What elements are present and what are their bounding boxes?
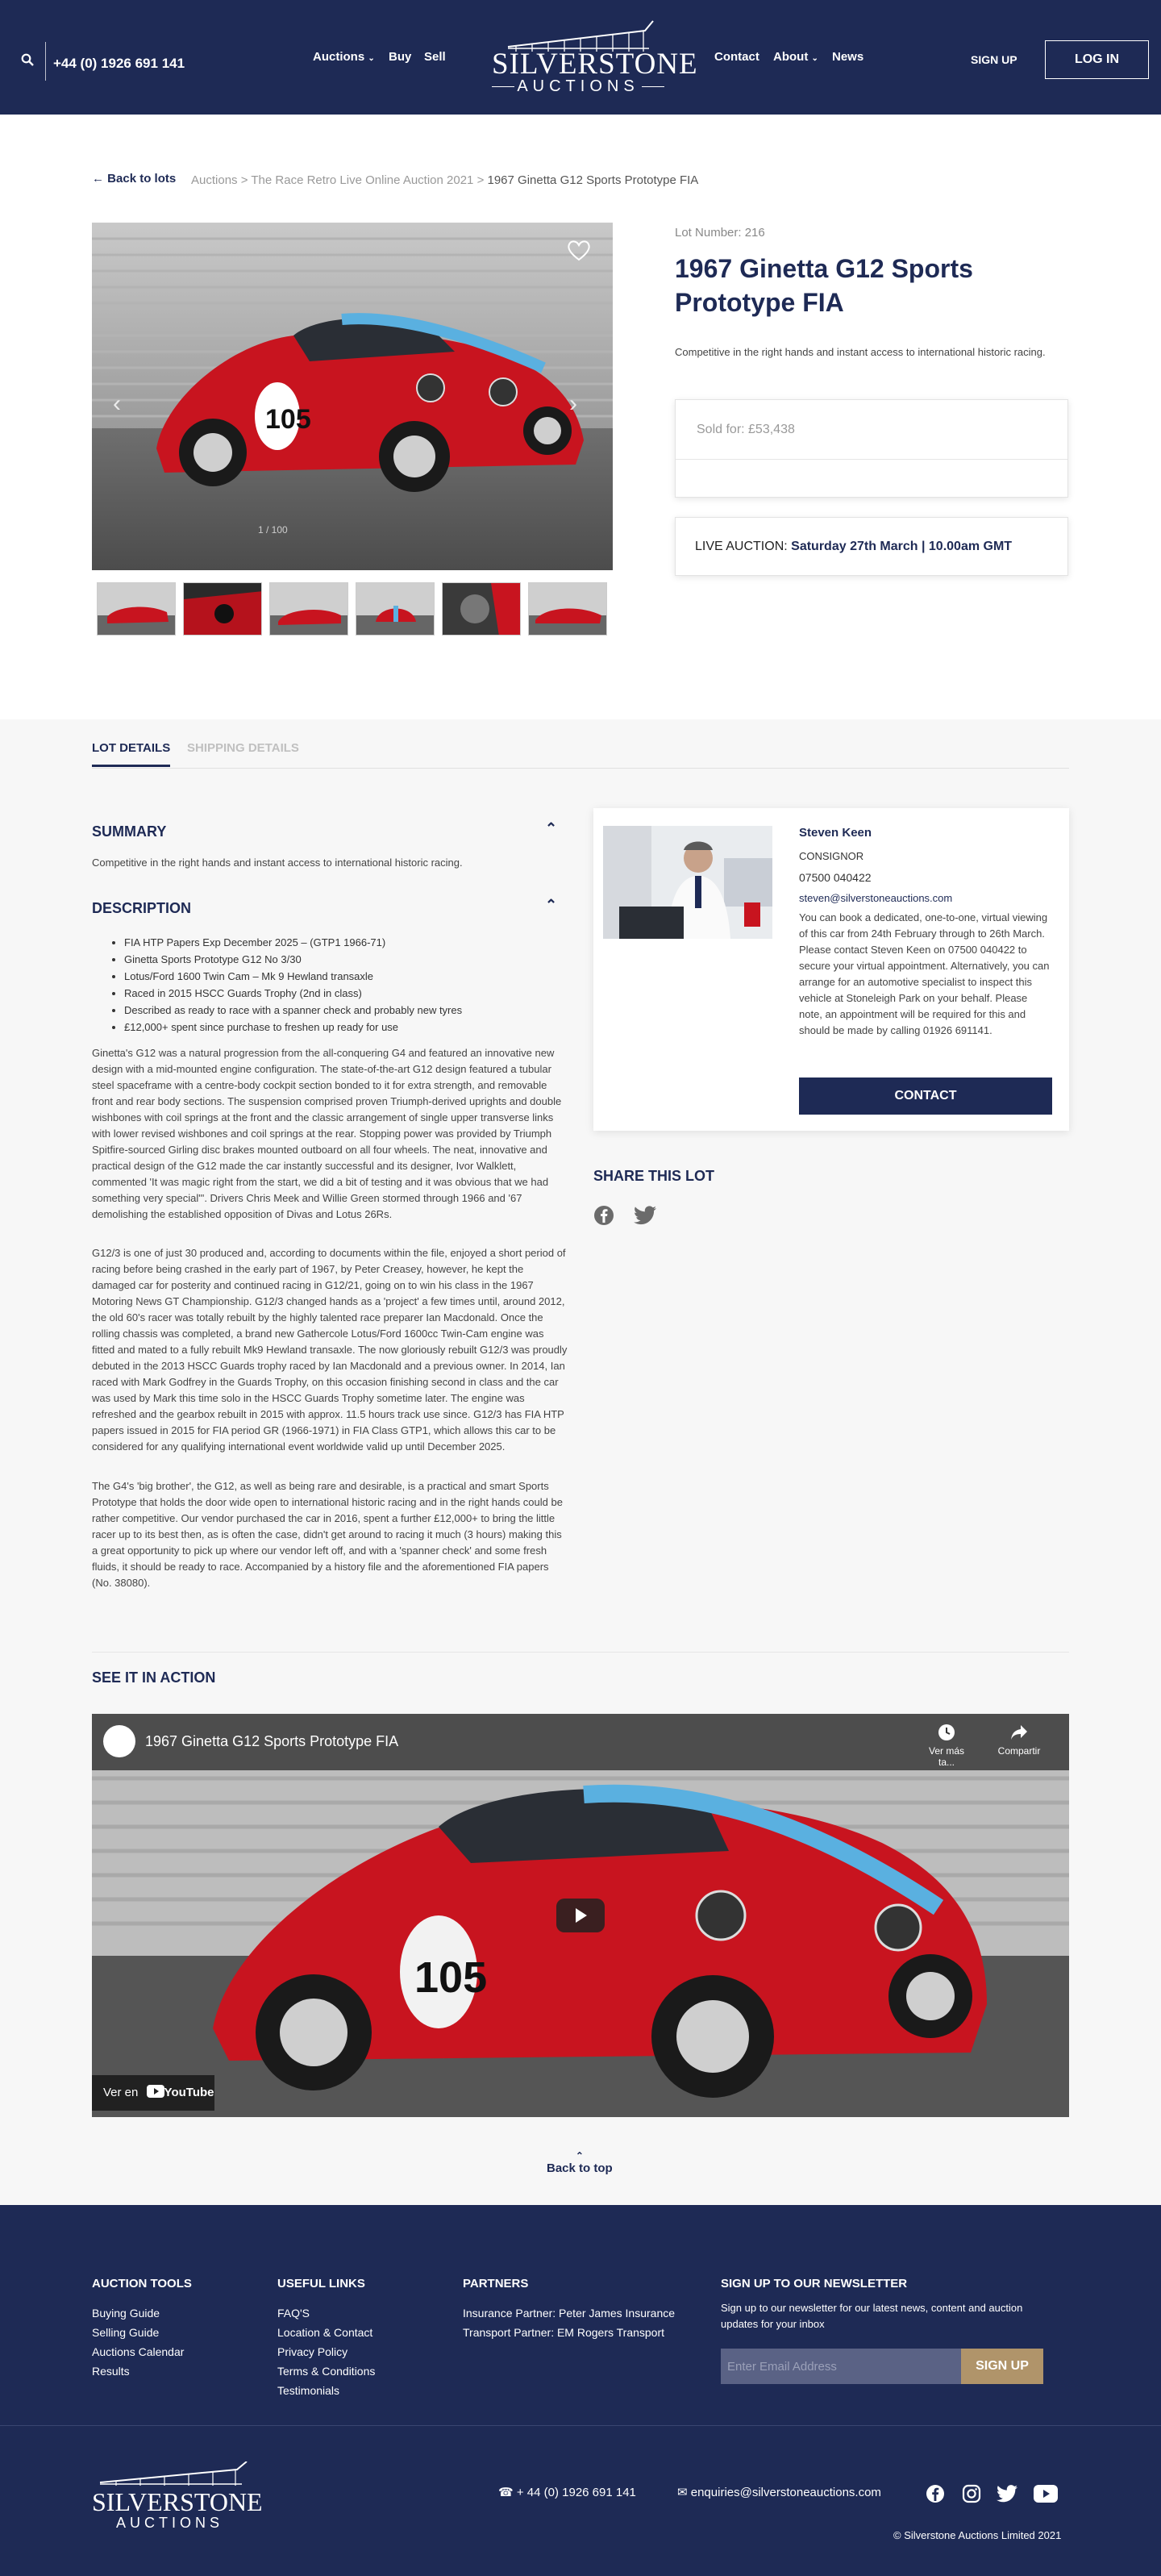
summary-text: Competitive in the right hands and instant access to international historic racing. xyxy=(92,857,463,869)
footer-email[interactable]: ✉ enquiries@silverstoneauctions.com xyxy=(677,2486,881,2499)
video-share-button[interactable] xyxy=(995,1724,1043,1757)
live-auction-date: Saturday 27th March | 10.00am GMT xyxy=(791,540,1013,553)
newsletter-email-input[interactable] xyxy=(721,2349,961,2384)
footer-auction-tools-heading: AUCTION TOOLS xyxy=(92,2277,192,2290)
description-paragraph: G12/3 is one of just 30 produced and, according to documents within the file, enjoyed a short period of racing before being crashed in the early part of 1967, by Peter Creasey, however, he kept the damaged car for posterity and continued racing in G12/21, going on to win his class in the 1967 Motoring News GT Championship. G12/3 changed hands as a 'project' a few times until, around 2012, the old 60's racer was totally rebuilt by the highly talented race preparer Ian Macdonald. Once the rolling chassis was completed, a brand new Gathercole Lotus/Ford 1600cc Twin-Cam engine was fitted and mated to a fully rebuilt Mk9 Hewland transaxle. The now gloriously rebuilt G12/3 was proudly debuted in the 2013 HSCC Guards trophy raced by Ian Macdonald and a previous owner. In 2014, Ian raced with Mark Godfrey in the Guards Trophy, on this occasion finishing second in class and the car was used by Mark this time solo in the HSCC Guards Trophy sometime later. The engine was refreshed and the gearbox rebuilt in 2015 with approx. 11.5 hours track use since. G12/3 has FIA HTP papers issued in 2015 for FIA period GR (1966-1971) in FIA Class GTP1, which allows this car to be considered for any qualifying international event worldwide valid up until December 2025. xyxy=(92,1247,568,1453)
newsletter-text: Sign up to our newsletter for our latest news, content and auction updates for your inbox xyxy=(721,2302,1023,2330)
logo-subtitle: AUCTIONS xyxy=(517,77,639,95)
envelope-icon: ✉ xyxy=(677,2486,688,2499)
thumbnail[interactable] xyxy=(183,582,262,636)
summary-heading[interactable]: SUMMARY xyxy=(92,823,167,840)
youtube-icon[interactable] xyxy=(1034,2485,1058,2503)
copyright: © Silverstone Auctions Limited 2021 xyxy=(893,2529,1062,2541)
watch-later-label: Ver más ta... xyxy=(928,1745,964,1768)
footer-link[interactable]: Testimonials xyxy=(277,2384,340,2397)
tab-divider xyxy=(92,768,1069,769)
footer-newsletter-heading: SIGN UP TO OUR NEWSLETTER xyxy=(721,2277,908,2290)
login-button[interactable]: LOG IN xyxy=(1045,40,1149,79)
section-divider xyxy=(92,1652,1069,1653)
chevron-left-icon[interactable]: ‹ xyxy=(113,390,121,417)
consignor-photo xyxy=(603,826,772,939)
sold-price-box xyxy=(675,399,1068,498)
list-item: • FIA HTP Papers Exp December 2025 – (GTP1 1966-71) xyxy=(124,934,462,951)
share-arrow-icon xyxy=(1009,1724,1029,1741)
svg-text:105: 105 xyxy=(265,404,311,435)
breadcrumb xyxy=(191,173,698,187)
chevron-up-icon: ⌃ xyxy=(575,2150,584,2161)
nav-news[interactable]: News xyxy=(832,50,864,64)
search-icon[interactable] xyxy=(21,53,34,66)
logo-wordmark: SILVERSTONE xyxy=(492,48,698,81)
lot-subtitle: Competitive in the right hands and instant access to international historic racing. xyxy=(675,346,1046,358)
tab-lot-details[interactable]: LOT DETAILS xyxy=(92,741,171,755)
share-heading: SHARE THIS LOT xyxy=(593,1168,715,1184)
footer-useful-links-heading: USEFUL LINKS xyxy=(277,2277,365,2290)
play-icon[interactable] xyxy=(556,1899,605,1932)
nav-contact[interactable]: Contact xyxy=(714,50,759,64)
chevron-up-icon[interactable]: ⌃ xyxy=(545,820,558,836)
gallery-counter: 1 / 100 xyxy=(258,524,288,536)
logo-subtitle: AUCTIONS xyxy=(116,2515,224,2531)
list-item: • Described as ready to race with a spanner check and probably new tyres xyxy=(124,1002,462,1019)
logo-rule-right xyxy=(642,86,664,87)
chevron-right-icon[interactable]: › xyxy=(569,390,577,417)
footer-useful-links-list xyxy=(277,2303,375,2400)
nav-about[interactable]: About ⌄ xyxy=(773,50,818,64)
phone-icon: ☎ xyxy=(498,2486,514,2499)
nav-auctions[interactable]: Auctions ⌄ xyxy=(313,50,375,64)
description-paragraph: Ginetta's G12 was a natural progression from the all-conquering G4 and featured an innovative new design with a mid-mounted engine configuration. The state-of-the-art G12 design featured a tubular steel spaceframe with a centre-body cockpit section bonded to it for extra strength, and removable front and rear body sections. The suspension comprised proven Triumph-derived uprights and double wishbones with coil springs at the front and the classic arrangement of single upper transverse links with lower revised wishbones and coil springs at the rear. Stopping power was provided by Triumph Spitfire-sourced Girling disc brakes mounted outboard on all four wheels. The neat, innovative and practical design of the G12 made the car instantly successful and its designer, Ivor Walklett, commented 'It was magic right from the start, we did a bit of testing and it was obvious that we had something very special"'. Drivers Chris Meek and Willie Green stormed through 1966 and '67 demolishing the established opposition of Divas and Lotus 26Rs. xyxy=(92,1047,562,1220)
breadcrumb-auctions[interactable]: Auctions xyxy=(191,173,238,187)
see-it-in-action-heading: SEE IT IN ACTION xyxy=(92,1669,216,1686)
main-car-photo[interactable] xyxy=(92,223,613,570)
consignor-phone[interactable]: 07500 040422 xyxy=(799,871,872,884)
breadcrumb-auction[interactable]: The Race Retro Live Online Auction 2021 xyxy=(251,173,474,187)
consignor-role: CONSIGNOR xyxy=(799,850,864,862)
tab-shipping-details[interactable]: SHIPPING DETAILS xyxy=(187,741,299,755)
youtube-wordmark: YouTube xyxy=(164,2086,214,2099)
instagram-icon[interactable] xyxy=(962,2484,981,2503)
youtube-video-player[interactable] xyxy=(92,1714,1069,2117)
facebook-icon[interactable] xyxy=(593,1205,614,1226)
footer-link[interactable]: Transport Partner: EM Rogers Transport xyxy=(463,2326,665,2339)
site-header xyxy=(0,0,1161,115)
list-item: • Raced in 2015 HSCC Guards Trophy (2nd in class) xyxy=(124,985,462,1002)
list-item: • Lotus/Ford 1600 Twin Cam – Mk 9 Hewland transaxle xyxy=(124,968,462,985)
newsletter-signup-button[interactable]: SIGN UP xyxy=(961,2349,1043,2384)
header-phone[interactable]: +44 (0) 1926 691 141 xyxy=(53,56,185,71)
clock-icon xyxy=(938,1724,955,1741)
video-share-label: Compartir xyxy=(997,1745,1041,1757)
heart-icon[interactable] xyxy=(566,237,592,263)
watch-on-youtube[interactable] xyxy=(92,2075,214,2111)
list-item: • £12,000+ spent since purchase to freshen up ready for use xyxy=(124,1019,462,1036)
nav-buy[interactable]: Buy xyxy=(389,50,412,64)
video-title[interactable]: 1967 Ginetta G12 Sports Prototype FIA xyxy=(145,1733,399,1749)
footer-link[interactable]: Auctions Calendar xyxy=(92,2345,185,2358)
footer-partners-list xyxy=(463,2303,675,2342)
footer-link[interactable]: Results xyxy=(92,2365,130,2378)
channel-avatar[interactable] xyxy=(103,1725,135,1757)
footer-link[interactable]: Terms & Conditions xyxy=(277,2365,376,2378)
contact-button[interactable]: CONTACT xyxy=(799,1078,1052,1115)
twitter-icon[interactable] xyxy=(634,1206,656,1225)
live-auction-label: LIVE AUCTION: xyxy=(695,540,788,553)
footer-link[interactable]: Insurance Partner: Peter James Insurance xyxy=(463,2307,676,2320)
divider xyxy=(676,459,1067,460)
footer-auction-tools-list xyxy=(92,2303,184,2381)
description-bullets xyxy=(124,934,462,1036)
thumbnail[interactable] xyxy=(356,582,435,636)
back-to-top-link[interactable]: ⌃ Back to top xyxy=(547,2150,613,2175)
lot-title: 1967 Ginetta G12 Sports Prototype FIA xyxy=(675,254,973,317)
thumbnail[interactable] xyxy=(97,582,176,636)
live-auction-box xyxy=(675,517,1068,576)
youtube-icon xyxy=(147,2085,164,2098)
sold-price: Sold for: £53,438 xyxy=(697,423,795,436)
footer-partners-heading: PARTNERS xyxy=(463,2277,529,2290)
facebook-icon[interactable] xyxy=(926,2484,945,2503)
site-logo[interactable] xyxy=(492,19,698,95)
thumbnail[interactable] xyxy=(528,582,607,636)
viewing-info-text: You can book a dedicated, one-to-one, virtual viewing of this car from 24th February through to 26th March. Please contact Steven Keen on 07500 040422 to secure your virtual appointment. Alternatively, you can arrange for an automotive specialist to inspect this vehicle at Stoneleigh Park on your behalf. Please note, an appointment will be required for this and should be made by calling 01926 691141. xyxy=(799,911,1050,1036)
svg-text:105: 105 xyxy=(414,1953,488,2002)
twitter-icon[interactable] xyxy=(997,2485,1017,2503)
thumbnail[interactable] xyxy=(269,582,348,636)
description-heading[interactable]: DESCRIPTION xyxy=(92,900,192,916)
breadcrumb-separator: > xyxy=(240,173,248,187)
footer-link[interactable]: Buying Guide xyxy=(92,2307,160,2320)
lot-number: Lot Number: 216 xyxy=(675,226,765,240)
logo-wordmark: SILVERSTONE xyxy=(92,2487,263,2516)
breadcrumb-current: 1967 Ginetta G12 Sports Prototype FIA xyxy=(487,173,699,187)
active-tab-indicator xyxy=(92,765,170,767)
consignor-card xyxy=(593,808,1069,1131)
consignor-name: Steven Keen xyxy=(799,826,872,840)
chevron-down-icon: ⌄ xyxy=(368,54,375,63)
thumbnail[interactable] xyxy=(442,582,521,636)
chevron-up-icon[interactable]: ⌃ xyxy=(545,897,558,913)
footer-link[interactable]: FAQ'S xyxy=(277,2307,310,2320)
footer-link[interactable]: Selling Guide xyxy=(92,2326,160,2339)
footer-link[interactable]: Location & Contact xyxy=(277,2326,373,2339)
watch-on-label: Ver en xyxy=(103,2086,139,2099)
grandstand-logo-icon xyxy=(92,2461,253,2486)
description-paragraph: The G4's 'big brother', the G12, as well as being rare and desirable, is a practical and smart Sports Prototype that holds the door wide open to international historic racing and in the right hands could be rather competitive. Our vendor purchased the car in 2016, spent a further £12,000+ to bring the little racer up to its best then, as is often the case, didn't get around to racing it much (3 hours) making this a great opportunity to pick up where our vendor left off, and with a 'spanner check' and some fresh fluids, it should be ready to race. Accompanied by a history file and the aforementioned FIA papers (No. 38080). xyxy=(92,1480,563,1589)
footer-divider xyxy=(0,2425,1161,2426)
nav-sell[interactable]: Sell xyxy=(424,50,446,64)
car-photo-image xyxy=(92,223,613,570)
signup-link[interactable]: SIGN UP xyxy=(971,53,1017,66)
footer-link[interactable]: Privacy Policy xyxy=(277,2345,348,2358)
footer-phone[interactable]: ☎ + 44 (0) 1926 691 141 xyxy=(498,2486,636,2499)
back-to-lots-link[interactable]: ← Back to lots xyxy=(92,172,177,185)
arrow-left-icon: ← xyxy=(92,172,104,185)
list-item: • Ginetta Sports Prototype G12 No 3/30 xyxy=(124,951,462,968)
header-divider xyxy=(45,42,46,81)
footer-logo[interactable] xyxy=(92,2461,263,2531)
breadcrumb-separator: > xyxy=(476,173,485,187)
consignor-email[interactable]: steven@silverstoneauctions.com xyxy=(799,892,953,904)
watch-later-button[interactable] xyxy=(922,1724,971,1768)
chevron-down-icon: ⌄ xyxy=(811,54,818,63)
